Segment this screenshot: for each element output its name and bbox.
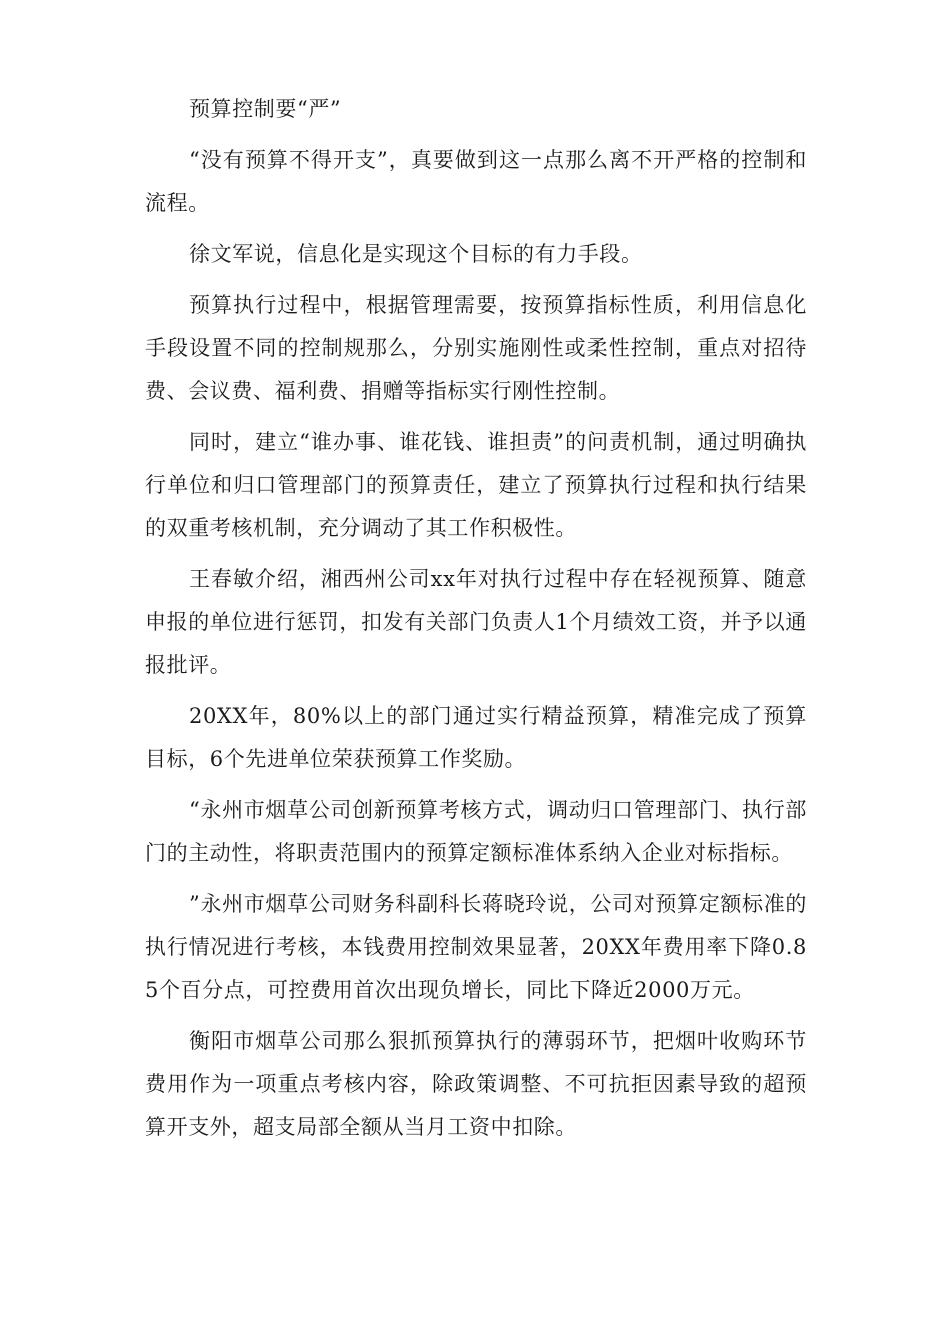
paragraph: 预算执行过程中，根据管理需要，按预算指标性质，利用信息化手段设置不同的控制规那么，分别实施刚性或柔性控制，重点对招待费、会议费、福利费、捐赠等指标实行刚性控制。 [145, 293, 807, 403]
document-body [145, 88, 807, 1157]
paragraph: 王春敏介绍，湘西州公司xx年对执行过程中存在轻视预算、随意申报的单位进行惩罚，扣发有关部门负责人1个月绩效工资，并予以通报批评。 [145, 567, 807, 677]
paragraph: 衡阳市烟草公司那么狠抓预算执行的薄弱环节，把烟叶收购环节费用作为一项重点考核内容，除政策调整、不可抗拒因素导致的超预算开支外，超支局部全额从当月工资中扣除。 [145, 1029, 807, 1139]
paragraph: “永州市烟草公司创新预算考核方式，调动归口管理部门、执行部门的主动性，将职责范围内的预算定额标准体系纳入企业对标指标。 [145, 798, 807, 865]
paragraph: “没有预算不得开支”，真要做到这一点那么离不开严格的控制和流程。 [145, 148, 807, 215]
paragraph: 同时，建立“谁办事、谁花钱、谁担责”的问责机制，通过明确执行单位和归口管理部门的预算责任，建立了预算执行过程和执行结果的双重考核机制，充分调动了其工作积极性。 [145, 430, 807, 540]
paragraph: 徐文军说，信息化是实现这个目标的有力手段。 [189, 242, 643, 266]
paragraph: 20XX年，80%以上的部门通过实行精益预算，精准完成了预算目标，6个先进单位荣获预算工作奖励。 [145, 704, 807, 771]
paragraph: ”永州市烟草公司财务科副科长蒋晓玲说，公司对预算定额标准的执行情况进行考核，本钱费用控制效果显著，20XX年费用率下降0.85个百分点，可控费用首次出现负增长，同比下降近2000万元。 [145, 892, 807, 1002]
section-heading: 预算控制要“严” [189, 97, 342, 121]
